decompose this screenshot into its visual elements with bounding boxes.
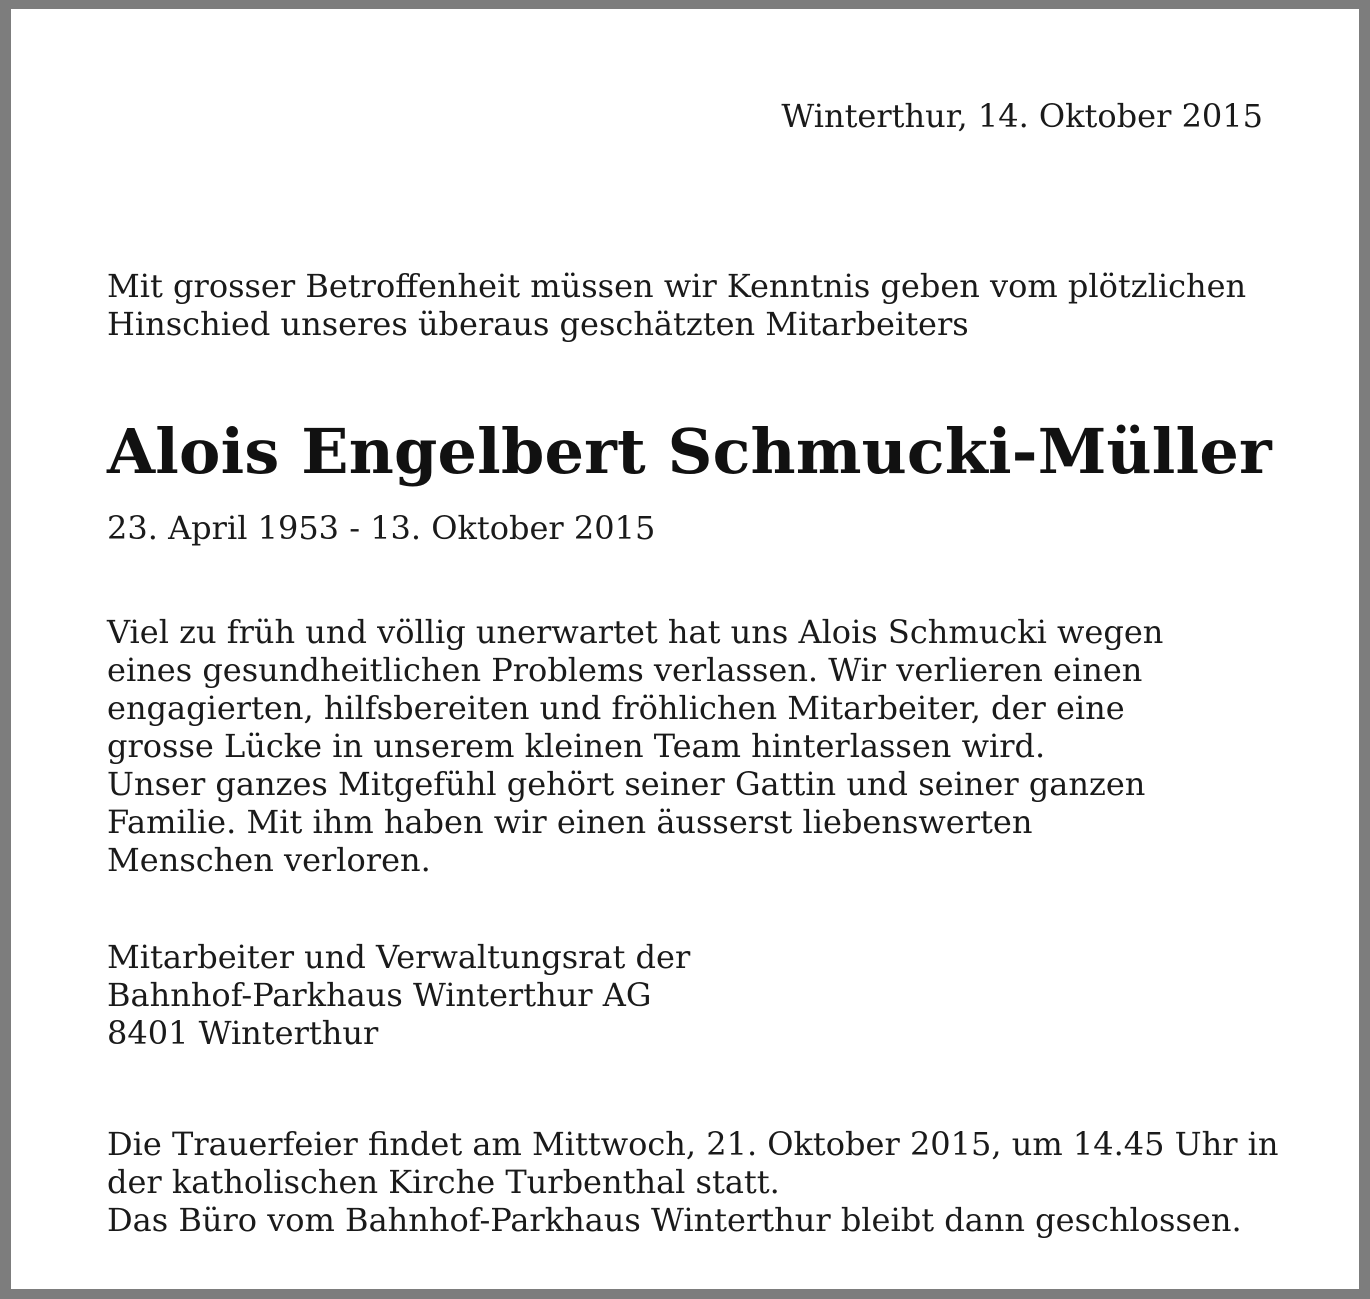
condolence-message <box>107 613 1163 879</box>
text-line: engagierten, hilfsbereiten und fröhlichen Mitarbeiter, der eine <box>107 689 1125 727</box>
sender-block <box>107 938 690 1052</box>
intro-paragraph <box>107 267 1246 343</box>
text-line: Menschen verloren. <box>107 841 431 879</box>
text-line: Bahnhof-Parkhaus Winterthur AG <box>107 976 652 1014</box>
text-line: 23. April 1953 - 13. Oktober 2015 <box>107 509 656 547</box>
life-dates <box>107 509 655 547</box>
place-date: Winterthur, 14. Oktober 2015 <box>781 97 1263 135</box>
text-line: Das Büro vom Bahnhof-Parkhaus Winterthur bleibt dann geschlossen. <box>107 1201 1242 1239</box>
text-line: Unser ganzes Mitgefühl gehört seiner Gattin und seiner ganzen <box>107 765 1146 803</box>
text-line: eines gesundheitlichen Problems verlassen. Wir verlieren einen <box>107 651 1143 689</box>
text-line: Die Trauerfeier findet am Mittwoch, 21. Oktober 2015, um 14.45 Uhr in <box>107 1125 1279 1163</box>
text-line: Mit grosser Betroffenheit müssen wir Kenntnis geben vom plötzlichen <box>107 267 1247 305</box>
text-line: Mitarbeiter und Verwaltungsrat der <box>107 938 691 976</box>
text-line: Familie. Mit ihm haben wir einen äusserst liebenswerten <box>107 803 1033 841</box>
text-line: Hinschied unseres überaus geschätzten Mitarbeiters <box>107 305 969 343</box>
text-line: der katholischen Kirche Turbenthal statt. <box>107 1163 780 1201</box>
text-line: grosse Lücke in unserem kleinen Team hinterlassen wird. <box>107 727 1046 765</box>
deceased-name: Alois Engelbert Schmucki-Müller <box>107 415 1272 488</box>
text-line: 8401 Winterthur <box>107 1014 379 1052</box>
funeral-service-info <box>107 1125 1279 1239</box>
text-line: Viel zu früh und völlig unerwartet hat uns Alois Schmucki wegen <box>107 613 1164 651</box>
